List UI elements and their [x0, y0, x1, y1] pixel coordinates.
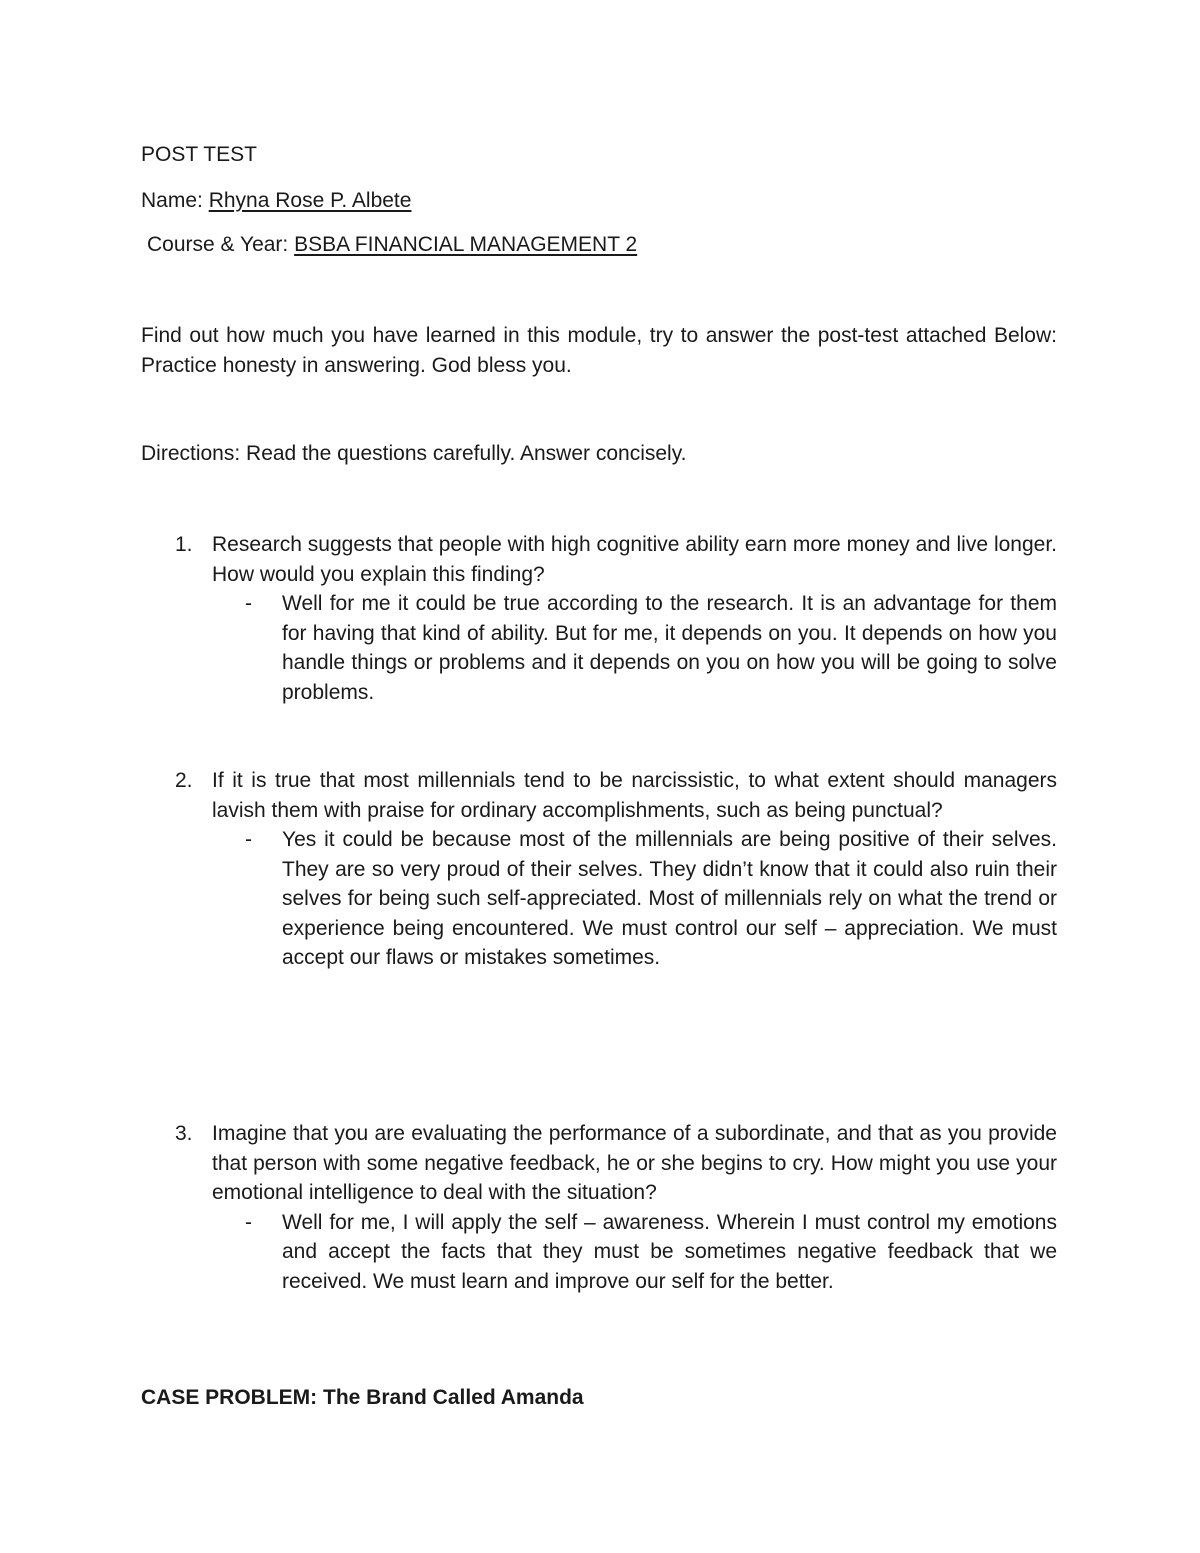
intro-paragraph: Find out how much you have learned in this module, try to answer the post-test attached Below: Practice honesty in answering. God bless you.	[141, 324, 1057, 377]
answer-block	[245, 589, 1057, 707]
answer-bullet: -	[245, 1210, 252, 1234]
page-title: POST TEST	[141, 143, 257, 166]
course-line	[147, 232, 637, 258]
answer-block	[245, 1208, 1057, 1297]
answer-bullet: -	[245, 592, 252, 615]
directions-paragraph: Directions: Read the questions carefully. Answer concisely.	[141, 442, 687, 465]
question-text: Research suggests that people with high cognitive ability earn more money and live longer. How would you explain this finding?	[212, 533, 1057, 586]
course-label: Course & Year:	[147, 233, 295, 256]
question-item-2	[141, 766, 1057, 973]
question-item-1	[141, 530, 1057, 707]
answer-bullet: -	[245, 828, 252, 851]
question-text: If it is true that most millennials tend to be narcissistic, to what extent should managers lavish them with praise for ordinary accomplishments, such as being punctual?	[212, 769, 1057, 822]
answer-text: Yes it could be because most of the millennials are being positive of their selves. They are so very proud of their selves. They didn’t know that it could also ruin their selves for being such self-appreciated. Most of millennials rely on what the trend or experience being encountered. We must control our self – appreciation. We must accept our flaws or mistakes sometimes.	[282, 828, 1057, 969]
answer-text: Well for me, I will apply the self – awareness. Wherein I must control my emotions and accept the facts that they must be sometimes negative feedback that we received. We must learn and improve our self for the better.	[282, 1210, 1057, 1293]
course-value: BSBA FINANCIAL MANAGEMENT 2	[294, 233, 638, 256]
question-text: Imagine that you are evaluating the performance of a subordinate, and that as you provide that person with some negative feedback, he or she begins to cry. How might you use your emotional intelligence to deal with the situation?	[212, 1122, 1057, 1204]
question-number: 3.	[175, 1122, 193, 1145]
name-line	[141, 188, 411, 214]
answer-block	[245, 825, 1057, 973]
answer-text: Well for me it could be true according to the research. It is an advantage for them for having that kind of ability. But for me, it depends on you. It depends on how you handle things or problems and it depends on you on how you will be going to solve problems.	[282, 592, 1057, 704]
question-number: 1.	[175, 533, 193, 556]
question-number: 2.	[175, 769, 193, 792]
name-label: Name:	[141, 189, 209, 212]
question-item-3	[141, 1119, 1057, 1296]
name-value: Rhyna Rose P. Albete	[208, 189, 412, 212]
case-problem-heading: CASE PROBLEM: The Brand Called Amanda	[141, 1386, 584, 1409]
